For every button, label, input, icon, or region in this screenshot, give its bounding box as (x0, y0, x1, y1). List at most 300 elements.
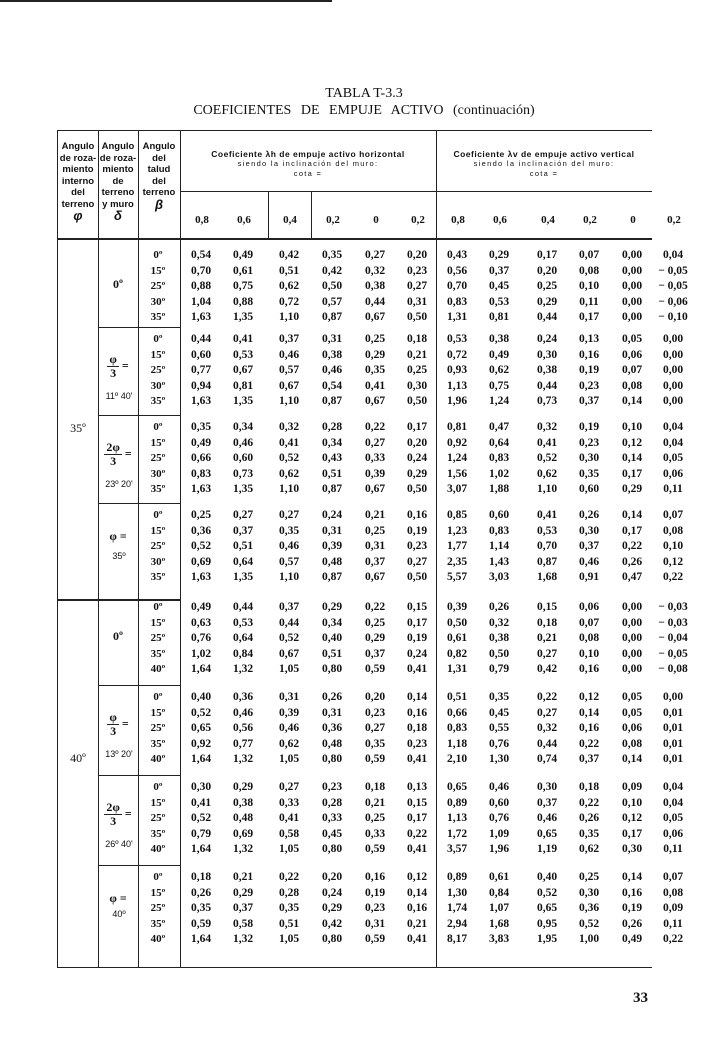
inclination-box (268, 191, 269, 238)
coefficient-h: 0,67 (364, 483, 386, 495)
coefficient-h: 0,59 (364, 933, 386, 945)
beta-value: 35º (150, 827, 166, 840)
coefficient-v: 1,74 (446, 902, 468, 914)
beta-value: 15º (150, 616, 166, 629)
coefficient-h: 1,35 (232, 395, 254, 407)
beta-value: 35º (150, 311, 166, 323)
coefficient-v: 0,25 (578, 871, 600, 883)
coefficient-v: 0,16 (621, 886, 643, 899)
coefficient-v: 0,22 (536, 691, 558, 703)
coefficient-h: 0,80 (321, 663, 343, 675)
coefficient-h: 0,42 (278, 249, 300, 261)
coefficient-h: 1,64 (190, 753, 212, 765)
coefficient-v: 0,01 (662, 722, 684, 734)
coefficient-v: 1,30 (488, 753, 510, 765)
coefficient-v: 1,24 (446, 452, 468, 464)
coefficient-v: 0,05 (662, 812, 684, 824)
coefficient-h: 0,29 (364, 348, 386, 361)
coefficient-h: 1,63 (190, 395, 212, 407)
coefficient-h: 0,18 (190, 871, 212, 883)
coefficient-h: 0,35 (190, 902, 212, 914)
phi-value: 40º (70, 751, 86, 765)
header-delta-symbol: δ (114, 208, 122, 223)
coefficient-h: 0,67 (278, 647, 300, 660)
coefficient-h: 0,27 (278, 781, 300, 793)
coefficient-v: 0,87 (536, 555, 558, 568)
coefficient-h: 0,38 (232, 796, 254, 809)
delta-fraction (107, 711, 119, 738)
coefficient-v: 0,13 (578, 333, 600, 345)
coefficient-h: 0,63 (190, 616, 212, 629)
inclination-header: 0,6 (493, 214, 507, 226)
coefficient-v: 0,04 (662, 436, 684, 449)
coefficient-v: 0,43 (446, 249, 468, 261)
coefficient-v: 1,31 (446, 311, 468, 323)
coefficient-h: 0,38 (364, 280, 386, 292)
coefficient-h: 1,64 (190, 843, 212, 855)
coefficient-h: 0,79 (190, 827, 212, 840)
coefficient-h: 1,32 (232, 933, 254, 945)
coefficient-h: 0,37 (278, 601, 300, 613)
coefficient-v: 0,26 (578, 812, 600, 824)
coefficient-h: 0,25 (190, 509, 212, 521)
coefficient-h: 0,29 (406, 467, 428, 480)
coefficient-h: 0,37 (232, 524, 254, 537)
coefficient-h: 0,37 (278, 333, 300, 345)
coefficient-v: 0,50 (446, 616, 468, 629)
beta-value: 15º (150, 706, 166, 719)
coefficient-h: 0,44 (190, 333, 212, 345)
coefficient-v: 2,35 (446, 555, 468, 568)
header-group_v (436, 149, 652, 179)
coefficient-v: 0,42 (536, 663, 558, 675)
beta-value: 15º (150, 348, 166, 361)
coefficient-h: 0,70 (190, 264, 212, 277)
coefficient-v: 0,04 (662, 796, 684, 809)
inclination-header: 0,2 (583, 214, 597, 226)
inclination-box (311, 191, 312, 238)
coefficient-v: 0,64 (488, 436, 510, 449)
inclination-header: 0,8 (451, 214, 465, 226)
coefficient-v: 0,95 (536, 917, 558, 930)
coefficient-h: 0,21 (406, 917, 428, 930)
coefficient-h: 0,22 (406, 827, 428, 840)
delta-degrees: 35º (112, 551, 126, 561)
inclination-header: 0,2 (667, 214, 681, 226)
header-beta-line: talud (147, 164, 171, 175)
coefficient-h: 0,58 (232, 917, 254, 930)
coefficient-v: 0,44 (536, 379, 558, 392)
group-divider (180, 191, 652, 192)
coefficient-v: 0,83 (446, 722, 468, 734)
coefficient-v: 0,06 (578, 601, 600, 613)
coefficient-h: 0,66 (190, 452, 212, 464)
coefficient-v: 0,70 (446, 280, 468, 292)
coefficient-v: 0,11 (663, 843, 683, 855)
coefficient-v: 0,60 (488, 796, 510, 809)
coefficient-h: 1,32 (232, 843, 254, 855)
coefficient-v: 0,32 (536, 722, 558, 734)
coefficient-v: 0,06 (662, 467, 684, 480)
coefficient-v: 0,05 (621, 691, 643, 703)
coefficient-h: 0,19 (364, 886, 386, 899)
coefficient-v: 0,16 (578, 722, 600, 734)
coefficient-h: 0,31 (364, 540, 386, 552)
coefficient-v: 0,83 (488, 452, 510, 464)
coefficient-h: 0,23 (406, 540, 428, 552)
coefficient-v: 1,23 (446, 524, 468, 537)
coefficient-h: 0,46 (232, 706, 254, 719)
coefficient-v: 1,96 (488, 843, 510, 855)
coefficient-v: 0,73 (536, 395, 558, 407)
header-delta-line: de roza- (99, 152, 137, 164)
coefficient-v: − 0,06 (658, 295, 688, 308)
coefficient-v: 0,83 (488, 524, 510, 537)
coefficient-h: 0,31 (321, 524, 343, 537)
coefficient-h: 0,35 (321, 249, 343, 261)
beta-value: 25º (150, 902, 166, 914)
coefficient-v: 0,09 (621, 781, 643, 793)
coefficient-h: 0,41 (406, 933, 428, 945)
coefficient-h: 1,35 (232, 571, 254, 583)
coefficient-v: 0,22 (578, 737, 600, 750)
coefficient-h: 0,48 (321, 737, 343, 750)
coefficient-h: 1,35 (232, 311, 254, 323)
coefficient-h: 0,31 (364, 917, 386, 930)
coefficient-h: 0,35 (278, 524, 300, 537)
coefficient-h: 0,80 (321, 753, 343, 765)
fraction-denominator: 3 (110, 814, 117, 828)
coefficient-v: 0,22 (662, 571, 684, 583)
coefficient-h: 0,29 (364, 632, 386, 644)
coefficient-h: 0,25 (364, 616, 386, 629)
coefficient-h: 0,16 (406, 706, 428, 719)
coefficient-v: 0,00 (662, 691, 684, 703)
coefficient-v: 0,56 (446, 264, 468, 277)
coefficient-h: 0,36 (321, 722, 343, 734)
coefficient-h: 0,51 (278, 917, 300, 930)
coefficient-h: 0,51 (321, 647, 343, 660)
coefficient-h: 0,30 (406, 379, 428, 392)
coefficient-v: 0,00 (621, 632, 643, 644)
coefficient-v: 0,47 (488, 421, 510, 433)
coefficient-v: 0,32 (536, 421, 558, 433)
header-group_v-line: Coeficiente λv de empuje activo vertical (453, 149, 635, 159)
coefficient-h: 0,46 (232, 436, 254, 449)
beta-value: 40º (150, 843, 166, 855)
coefficient-h: 0,24 (406, 647, 428, 660)
coefficient-v: 0,17 (621, 827, 643, 840)
coefficient-v: 0,52 (536, 452, 558, 464)
coefficient-v: 0,07 (662, 871, 684, 883)
coefficient-v: 0,55 (488, 722, 510, 734)
coefficient-v: 0,00 (662, 379, 684, 392)
coefficient-v: 0,18 (536, 616, 558, 629)
coefficient-v: 0,93 (446, 364, 468, 376)
coefficient-h: 0,45 (321, 827, 343, 840)
coefficient-v: 0,00 (621, 249, 643, 261)
delta-degrees: 40º (112, 909, 126, 919)
coefficient-v: 0,23 (578, 436, 600, 449)
beta-value: 35º (150, 737, 166, 750)
coefficient-h: 0,17 (406, 812, 428, 824)
coefficient-h: 0,57 (278, 364, 300, 376)
coefficient-v: 0,70 (536, 540, 558, 552)
coefficient-v: 0,26 (578, 509, 600, 521)
coefficient-h: 1,02 (190, 647, 212, 660)
coefficient-v: 0,08 (621, 379, 643, 392)
beta-value: 0º (153, 421, 163, 433)
coefficient-v: 0,44 (536, 737, 558, 750)
coefficient-h: 1,32 (232, 663, 254, 675)
coefficient-v: 0,53 (488, 295, 510, 308)
coefficient-v: 0,10 (578, 647, 600, 660)
coefficient-h: 0,34 (321, 616, 343, 629)
phi-value: 35º (70, 421, 86, 435)
coefficient-v: 0,81 (488, 311, 510, 323)
coefficient-h: 0,29 (321, 902, 343, 914)
header-delta (98, 141, 138, 222)
coefficient-v: 0,05 (621, 706, 643, 719)
coefficient-v: 1,30 (446, 886, 468, 899)
table-title: COEFICIENTES DE EMPUJE ACTIVO (continuación) (193, 103, 535, 118)
coefficient-v: 0,05 (662, 452, 684, 464)
delta-degrees: 23º 20' (105, 479, 133, 489)
coefficient-v: 0,30 (536, 348, 558, 361)
coefficient-h: 0,51 (232, 540, 254, 552)
coefficient-h: 0,21 (232, 871, 254, 883)
coefficient-h: 1,10 (278, 483, 300, 495)
coefficient-v: 0,07 (621, 364, 643, 376)
coefficient-h: 0,21 (406, 348, 428, 361)
coefficient-h: 0,32 (278, 421, 300, 433)
coefficient-v: 0,76 (488, 737, 510, 750)
coefficient-h: 0,25 (364, 333, 386, 345)
coefficient-v: 1,43 (488, 555, 510, 568)
coefficient-v: 0,65 (446, 781, 468, 793)
coefficient-v: 0,29 (536, 295, 558, 308)
fraction-numerator: φ (109, 352, 117, 366)
coefficient-v: 0,52 (536, 886, 558, 899)
coefficient-v: 1,14 (488, 540, 510, 552)
coefficient-v: 0,89 (446, 871, 468, 883)
coefficient-h: 1,32 (232, 753, 254, 765)
beta-value: 40º (150, 753, 166, 765)
beta-value: 0º (153, 781, 163, 793)
beta-value: 0º (153, 601, 163, 613)
coefficient-h: 0,24 (321, 509, 343, 521)
coefficient-v: 0,85 (446, 509, 468, 521)
coefficient-h: 0,44 (232, 601, 254, 613)
beta-value: 40º (150, 933, 166, 945)
coefficient-h: 1,05 (278, 843, 300, 855)
coefficient-h: 0,48 (321, 555, 343, 568)
coefficient-h: 0,37 (364, 647, 386, 660)
coefficient-h: 0,17 (406, 421, 428, 433)
coefficient-v: 0,18 (578, 781, 600, 793)
coefficient-h: 0,29 (321, 601, 343, 613)
inclination-header: 0,4 (541, 214, 555, 226)
coefficient-v: 0,49 (488, 348, 510, 361)
beta-value: 0º (153, 509, 163, 521)
coefficient-v: 1,77 (446, 540, 468, 552)
coefficient-v: 0,19 (621, 902, 643, 914)
coefficient-v: 0,15 (536, 601, 558, 613)
coefficient-v: 0,51 (446, 691, 468, 703)
coefficient-v: 0,83 (446, 295, 468, 308)
coefficient-v: 5,57 (446, 571, 468, 583)
coefficient-v: 0,35 (488, 691, 510, 703)
coefficient-h: 0,40 (321, 632, 343, 644)
coefficient-h: 0,36 (232, 691, 254, 703)
coefficient-h: 0,28 (321, 796, 343, 809)
beta-value: 0º (153, 249, 163, 261)
coefficient-h: 0,33 (364, 827, 386, 840)
coefficient-v: 1,10 (536, 483, 558, 495)
coefficient-v: 1,24 (488, 395, 510, 407)
coefficient-v: 0,09 (662, 902, 684, 914)
coefficient-h: 0,27 (278, 509, 300, 521)
coefficient-v: 0,27 (536, 647, 558, 660)
coefficient-v: 0,00 (621, 311, 643, 323)
coefficient-h: 0,41 (406, 843, 428, 855)
coefficient-v: 0,00 (621, 295, 643, 308)
coefficient-v: 0,14 (621, 509, 643, 521)
coefficient-h: 0,52 (278, 452, 300, 464)
coefficient-h: 0,35 (278, 902, 300, 914)
header-delta-line: y muro (102, 198, 134, 210)
coefficient-h: 0,59 (364, 663, 386, 675)
coefficient-h: 0,87 (321, 571, 343, 583)
coefficient-h: 0,16 (406, 902, 428, 914)
beta-value: 15º (150, 524, 166, 537)
header-phi-line: miento (62, 164, 94, 175)
coefficient-h: 1,04 (190, 295, 212, 308)
coefficient-v: 1,96 (446, 395, 468, 407)
coefficient-v: 0,41 (536, 509, 558, 521)
coefficient-h: 0,64 (232, 632, 254, 644)
coefficient-h: 0,20 (406, 436, 428, 449)
coefficient-v: − 0,08 (658, 663, 688, 675)
top-rule (0, 0, 332, 2)
delta-degrees: 13º 20' (105, 749, 133, 759)
coefficient-h: 0,25 (364, 812, 386, 824)
coefficient-v: 0,81 (446, 421, 468, 433)
coefficient-v: 0,45 (488, 280, 510, 292)
coefficient-h: 1,05 (278, 753, 300, 765)
coefficient-h: 0,80 (321, 933, 343, 945)
coefficient-h: 0,15 (406, 601, 428, 613)
inclination-header: 0,2 (411, 214, 425, 226)
coefficient-v: 0,36 (578, 902, 600, 914)
header-delta-line: miento (102, 164, 134, 175)
coefficient-h: 0,49 (232, 249, 254, 261)
beta-value: 30º (150, 295, 166, 308)
coefficient-v: 0,06 (662, 827, 684, 840)
coefficient-h: 0,33 (321, 812, 343, 824)
coefficient-v: 0,76 (488, 812, 510, 824)
coefficient-h: 0,67 (232, 364, 254, 376)
coefficient-v: − 0,05 (658, 280, 688, 292)
header-group_v-line: siendo la inclinación del muro: (473, 159, 615, 168)
coefficient-h: 0,22 (364, 421, 386, 433)
coefficient-h: 0,34 (321, 436, 343, 449)
coefficient-v: 1,07 (488, 902, 510, 914)
coefficient-v: 0,62 (488, 364, 510, 376)
header-group_v-line: cota = (529, 169, 559, 178)
coefficient-h: 0,29 (232, 886, 254, 899)
coefficient-h: 0,27 (406, 555, 428, 568)
header-phi-line: Angulo (61, 141, 95, 152)
header-phi-symbol: φ (73, 208, 83, 223)
coefficient-v: 0,30 (621, 843, 643, 855)
delta-value: $\frac{\varphi}{3}$ = (109, 352, 129, 380)
coefficient-v: 0,53 (536, 524, 558, 537)
coefficient-v: 0,17 (621, 467, 643, 480)
coefficient-v: 1,72 (446, 827, 468, 840)
coefficient-v: 0,08 (621, 737, 643, 750)
coefficient-v: 1,19 (536, 843, 558, 855)
coefficient-v: 1,13 (446, 379, 468, 392)
coefficient-v: − 0,10 (658, 311, 688, 323)
coefficient-v: 0,47 (621, 571, 643, 583)
coefficient-v: 3,07 (446, 483, 468, 495)
coefficient-v: 0,12 (621, 436, 643, 449)
fraction-numerator: 2φ (106, 440, 120, 454)
coefficient-v: 0,00 (621, 280, 643, 292)
coefficient-h: 0,42 (321, 264, 343, 277)
delta-divider (98, 775, 180, 776)
coefficient-v: 0,75 (488, 379, 510, 392)
inclination-header: 0 (630, 214, 636, 226)
coefficient-v: 0,06 (621, 722, 643, 734)
inclination-header: 0,4 (283, 214, 297, 226)
beta-value: 0º (153, 333, 163, 345)
coefficient-v: 0,30 (578, 524, 600, 537)
coefficient-v: 0,40 (536, 871, 558, 883)
coefficient-v: 0,29 (621, 483, 643, 495)
page-number: 33 (633, 990, 648, 1006)
coefficient-h: 1,35 (232, 483, 254, 495)
coefficient-v: 0,30 (536, 781, 558, 793)
coefficient-h: 0,35 (364, 364, 386, 376)
coefficient-h: 0,88 (232, 295, 254, 308)
coefficient-h: 0,20 (321, 871, 343, 883)
delta-value: φ = (109, 891, 127, 905)
coefficient-v: 0,29 (488, 249, 510, 261)
coefficient-v: 0,62 (536, 467, 558, 480)
coefficient-v: 0,49 (621, 933, 643, 945)
delta-divider (98, 503, 180, 504)
coefficient-v: 1,02 (488, 467, 510, 480)
coefficient-h: 0,81 (232, 379, 254, 392)
coefficient-v: 0,62 (578, 843, 600, 855)
beta-value: 30º (150, 467, 166, 480)
header-group_h-line: cota = (293, 169, 323, 178)
coefficient-h: 0,52 (190, 706, 212, 719)
coefficient-h: 0,12 (406, 871, 428, 883)
coefficient-h: 0,26 (190, 886, 212, 899)
coefficient-v: 0,04 (662, 781, 684, 793)
coefficient-h: 0,59 (364, 753, 386, 765)
coefficient-h: 1,10 (278, 395, 300, 407)
coefficient-v: 2,94 (446, 917, 468, 930)
coefficient-h: 0,57 (321, 295, 343, 308)
coefficient-h: 0,21 (364, 796, 386, 809)
coefficient-v: 0,07 (662, 509, 684, 521)
coefficient-h: 0,46 (321, 364, 343, 376)
delta-value: $\frac{2\varphi}{3}$ = (106, 800, 132, 828)
